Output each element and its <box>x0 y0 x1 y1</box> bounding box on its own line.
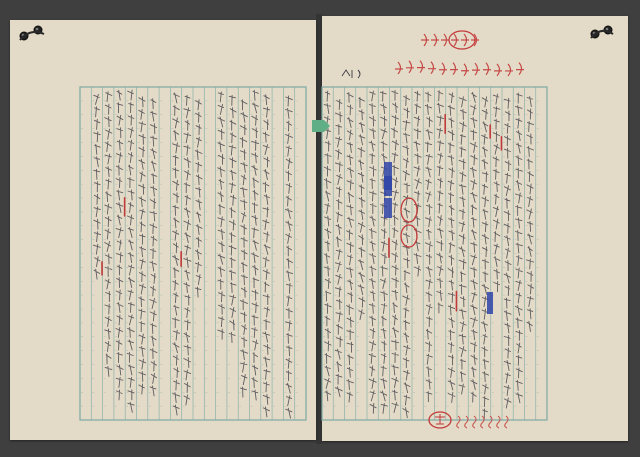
right-page-tone <box>322 16 628 441</box>
binder-hole-glint <box>606 28 609 31</box>
right-page-grid <box>322 87 547 420</box>
left-page-tone <box>10 20 316 440</box>
left-page-grid <box>80 87 306 420</box>
binder-hole-glint <box>36 28 39 31</box>
blue-highlight <box>487 292 493 314</box>
gutter <box>316 14 322 444</box>
blue-highlight <box>384 176 392 190</box>
blue-highlight <box>384 198 392 218</box>
